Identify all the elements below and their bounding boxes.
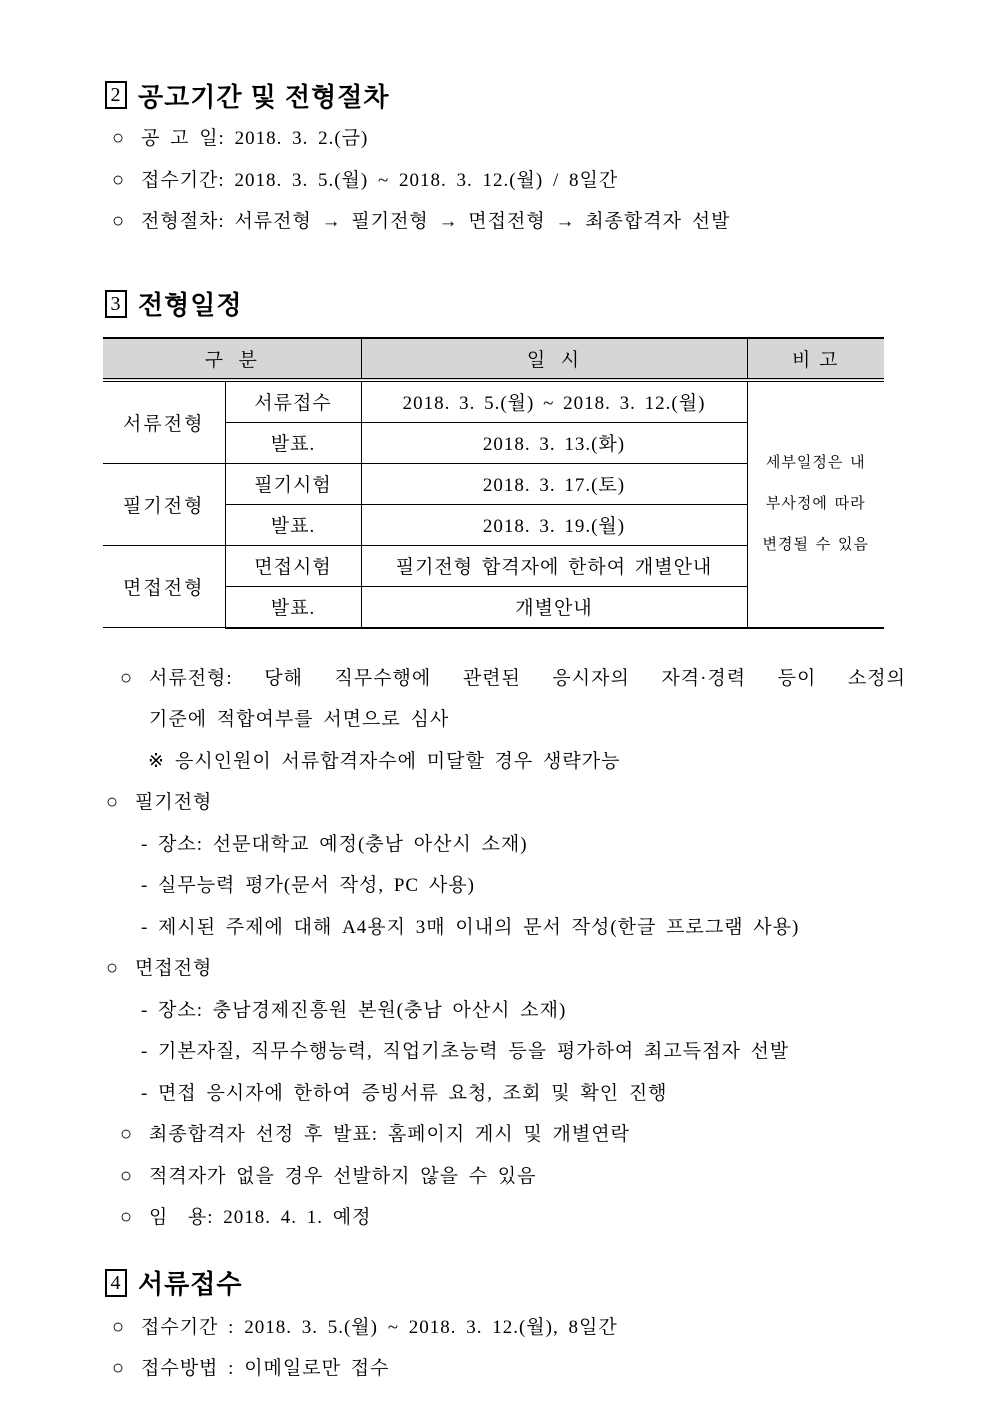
- list-item-text: 장소: 충남경제진흥원 본원(충남 아산시 소재): [158, 999, 567, 1021]
- circle-bullet-icon: ○: [106, 791, 120, 813]
- list-item-text: 적격자가 없을 경우 선발하지 않을 수 있음: [149, 1165, 537, 1187]
- list-item: [0, 1197, 992, 1239]
- table-cell-datetime: 필기전형 합격자에 한하여 개별안내: [361, 545, 747, 586]
- section-3-title: 전형일정: [138, 290, 243, 320]
- circle-bullet-icon: ○: [112, 168, 126, 191]
- table-cell-stage: 필기시험: [225, 463, 361, 504]
- section-2-number-box: 2: [105, 81, 127, 109]
- list-item-text: 접수기간 : 2018. 3. 5.(월) ~ 2018. 3. 12.(월), 8일간: [141, 1316, 618, 1338]
- circle-bullet-icon: ○: [112, 1357, 126, 1379]
- section-2-heading: [105, 78, 992, 112]
- circle-bullet-icon: ○: [112, 1315, 126, 1338]
- list-item: [0, 782, 992, 824]
- schedule-table: [103, 337, 884, 629]
- dash-bullet-icon: -: [141, 999, 149, 1021]
- section-3-number-box: 3: [105, 290, 127, 318]
- circle-bullet-icon: ○: [112, 210, 126, 232]
- table-cell-stage: 면접시험: [225, 545, 361, 586]
- circle-bullet-icon: ○: [120, 666, 134, 689]
- dash-bullet-icon: -: [141, 1041, 149, 1062]
- section-2-list: [0, 118, 992, 243]
- list-item: [0, 160, 992, 202]
- reference-mark-icon: ※: [148, 750, 165, 772]
- table-row: [103, 380, 884, 423]
- table-cell-group: 면접전형: [103, 545, 225, 628]
- section-3-list: [0, 658, 992, 1239]
- table-cell-group: 필기전형: [103, 463, 225, 545]
- list-item-text: 면접전형: [135, 958, 213, 979]
- table-cell-stage: 발표.: [225, 422, 361, 463]
- paragraph-line-1: 서류전형: 당해 직무수행에 관련된 응시자의 자격·경력 등이 소정의: [149, 667, 906, 689]
- list-item: [0, 1348, 992, 1390]
- table-header-note: 비 고: [747, 338, 884, 380]
- list-item-text: 면접 응시자에 한하여 증빙서류 요청, 조회 및 확인 진행: [158, 1082, 668, 1104]
- list-item-text: 접수방법 : 이메일로만 접수: [141, 1358, 390, 1379]
- list-item: [0, 990, 992, 1032]
- table-header-row: [103, 338, 884, 380]
- list-item-text: 접수기간: 2018. 3. 5.(월) ~ 2018. 3. 12.(월) / 8일간: [141, 169, 619, 191]
- list-item: [0, 1156, 992, 1198]
- table-cell-datetime: 2018. 3. 17.(토): [361, 463, 747, 504]
- table-cell-stage: 발표.: [225, 586, 361, 628]
- list-item-text: 기본자질, 직무수행능력, 직업기초능력 등을 평가하여 최고득점자 선발: [158, 1041, 790, 1062]
- table-cell-datetime: 2018. 3. 19.(월): [361, 504, 747, 545]
- paragraph-line-2: 기준에 적합여부를 서면으로 심사: [149, 709, 450, 730]
- dash-bullet-icon: -: [141, 833, 149, 855]
- circle-bullet-icon: ○: [120, 1164, 134, 1187]
- section-3-heading: [105, 287, 992, 321]
- table-cell-datetime: 개별안내: [361, 586, 747, 628]
- table-header-datetime: 일 시: [361, 338, 747, 380]
- dash-bullet-icon: -: [141, 916, 149, 938]
- list-item: [0, 1307, 992, 1349]
- dash-bullet-icon: -: [141, 1082, 149, 1104]
- list-item-text: 전형절차: 서류전형 → 필기전형 → 면접전형 → 최종합격자 선발: [141, 211, 731, 232]
- dash-bullet-icon: -: [141, 875, 149, 896]
- circle-bullet-icon: ○: [112, 127, 126, 149]
- table-header-category: 구 분: [103, 338, 361, 380]
- section-4-heading: [105, 1266, 992, 1300]
- table-cell-stage: 발표.: [225, 504, 361, 545]
- list-item-text: 실무능력 평가(문서 작성, PC 사용): [158, 875, 475, 896]
- list-item: [0, 201, 992, 243]
- list-item: [0, 741, 992, 783]
- list-item-text: 제시된 주제에 대해 A4용지 3매 이내의 문서 작성(한글 프로그램 사용): [158, 916, 800, 938]
- table-cell-stage: 서류접수: [225, 380, 361, 423]
- list-item: [0, 118, 992, 160]
- circle-bullet-icon: ○: [120, 1206, 134, 1228]
- list-item: [0, 907, 992, 949]
- section-4-title: 서류접수: [138, 1269, 243, 1299]
- list-item-text: 필기전형: [135, 792, 213, 813]
- table-cell-group: 서류전형: [103, 380, 225, 464]
- list-item: [0, 948, 992, 990]
- section-4-list: [0, 1307, 992, 1390]
- circle-bullet-icon: ○: [106, 957, 120, 979]
- list-item-text: 최종합격자 선정 후 발표: 홈페이지 게시 및 개별연락: [149, 1124, 630, 1145]
- table-cell-note: 세부일정은 내부사정에 따라 변경될 수 있음: [747, 380, 884, 628]
- list-item-text: [149, 658, 906, 741]
- list-item: [0, 1114, 992, 1156]
- list-item: [0, 658, 992, 741]
- list-item: [0, 865, 992, 907]
- list-item-text: 공 고 일: 2018. 3. 2.(금): [141, 128, 369, 149]
- section-4-number-box: 4: [105, 1269, 127, 1297]
- circle-bullet-icon: ○: [120, 1123, 134, 1145]
- list-item-text: 임 용: 2018. 4. 1. 예정: [149, 1207, 372, 1228]
- list-item: [0, 1031, 992, 1073]
- table-cell-datetime: 2018. 3. 13.(화): [361, 422, 747, 463]
- list-item: [0, 824, 992, 866]
- list-item: [0, 1073, 992, 1115]
- section-2-title: 공고기간 및 전형절차: [138, 81, 390, 112]
- list-item-text: 응시인원이 서류합격자수에 미달할 경우 생략가능: [175, 750, 621, 772]
- list-item-text: 장소: 선문대학교 예정(충남 아산시 소재): [158, 833, 528, 855]
- table-cell-datetime: 2018. 3. 5.(월) ~ 2018. 3. 12.(월): [361, 380, 747, 423]
